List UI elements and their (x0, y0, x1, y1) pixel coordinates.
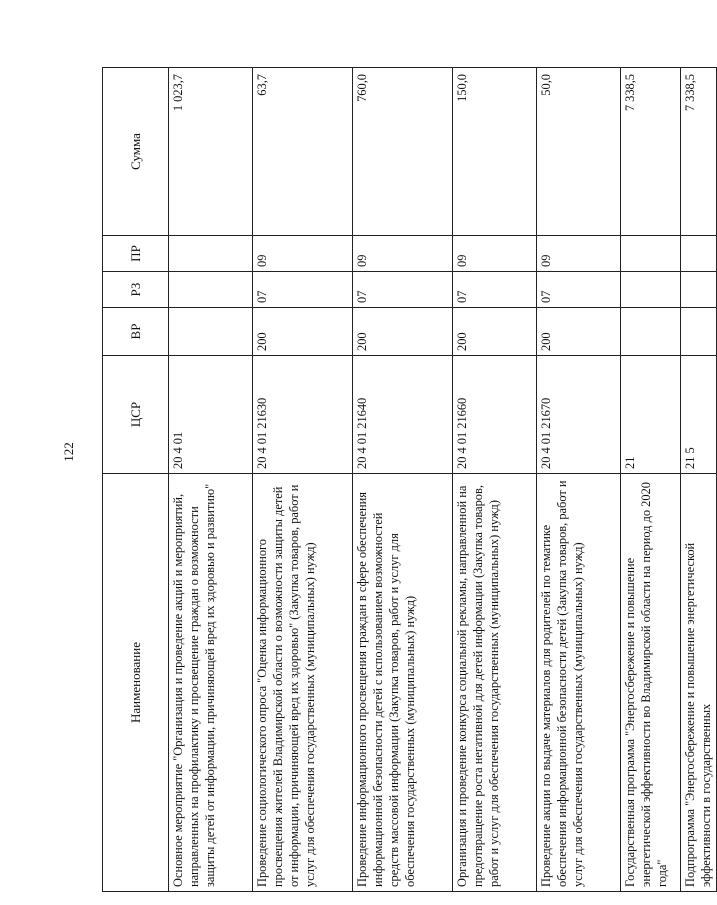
cell-pr (681, 236, 717, 272)
cell-vr (621, 308, 681, 356)
cell-sum: 760,0 (353, 68, 453, 236)
cell-csr: 20 4 01 21630 (253, 356, 353, 474)
header-csr: ЦСР (103, 356, 169, 474)
cell-rz: 07 (253, 272, 353, 308)
cell-rz (169, 272, 253, 308)
budget-table (102, 67, 717, 892)
header-rz: РЗ (103, 272, 169, 308)
cell-csr: 20 4 01 21660 (453, 356, 537, 474)
cell-name: Подпрограмма "Энергосбережение и повышение энергетической эффективности в государственных (681, 474, 717, 892)
cell-pr: 09 (537, 236, 621, 272)
header-sum: Сумма (103, 68, 169, 236)
cell-csr: 21 (621, 356, 681, 474)
table-row (353, 68, 453, 892)
cell-pr: 09 (253, 236, 353, 272)
cell-name: Государственная программа "Энергосбережение и повышение энергетической эффективности во Владимирской области на период до 2020 года" (621, 474, 681, 892)
cell-vr (169, 308, 253, 356)
cell-vr: 200 (453, 308, 537, 356)
cell-name: Проведение акции по выдаче материалов для родителей по тематике обеспечения информационной безопасности детей (Закупка товаров, работ и услуг для обеспечения государственных (муниципальных) нужд) (537, 474, 621, 892)
cell-pr (169, 236, 253, 272)
cell-name: Основное мероприятие "Организация и проведение акций и мероприятий, направленных на профилактику и просвещение граждан о возможности защиты детей от информации, причиняющей вред их здоровью и развитию" (169, 474, 253, 892)
page-number: 122 (61, 442, 76, 462)
cell-rz (621, 272, 681, 308)
cell-sum: 150,0 (453, 68, 537, 236)
cell-sum: 1 023,7 (169, 68, 253, 236)
cell-name: Проведение социологического опроса "Оценка информационного просвещения жителей Владимирской области о возможности защиты детей от информации, причиняющей вред их здоровью" (Закупка товаров, работ и услуг для обеспечения государственных (муниципальных) нужд) (253, 474, 353, 892)
table-row (453, 68, 537, 892)
table-row (621, 68, 681, 892)
cell-sum: 7 338,5 (621, 68, 681, 236)
cell-name: Проведение информационного просвещения граждан в сфере обеспечения информационной безопасности детей с использованием возможностей средств массовой информации (Закупка товаров, работ и услуг для обеспечения государственных (муниципальных) нужд) (353, 474, 453, 892)
table-header-row (103, 68, 169, 892)
table-row (253, 68, 353, 892)
cell-rz (681, 272, 717, 308)
table-row (169, 68, 253, 892)
header-name: Наименование (103, 474, 169, 892)
cell-rz: 07 (353, 272, 453, 308)
cell-csr: 20 4 01 21640 (353, 356, 453, 474)
header-vr: ВР (103, 308, 169, 356)
cell-vr: 200 (253, 308, 353, 356)
cell-vr: 200 (537, 308, 621, 356)
cell-rz: 07 (453, 272, 537, 308)
cell-csr: 20 4 01 (169, 356, 253, 474)
table-row (537, 68, 621, 892)
cell-vr (681, 308, 717, 356)
cell-csr: 20 4 01 21670 (537, 356, 621, 474)
cell-sum: 63,7 (253, 68, 353, 236)
budget-table-rotated (102, 68, 713, 892)
cell-pr (621, 236, 681, 272)
table-row (681, 68, 717, 892)
cell-pr: 09 (353, 236, 453, 272)
cell-sum: 7 338,5 (681, 68, 717, 236)
cell-sum: 50,0 (537, 68, 621, 236)
cell-rz: 07 (537, 272, 621, 308)
cell-pr: 09 (453, 236, 537, 272)
cell-vr: 200 (353, 308, 453, 356)
cell-name: Организация и проведение конкурса социальной рекламы, направленной на предотвращение роста негативной для детей информации (Закупка товаров, работ и услуг для обеспечения государственных (муниципальных) нужд) (453, 474, 537, 892)
cell-csr: 21 5 (681, 356, 717, 474)
header-pr: ПР (103, 236, 169, 272)
